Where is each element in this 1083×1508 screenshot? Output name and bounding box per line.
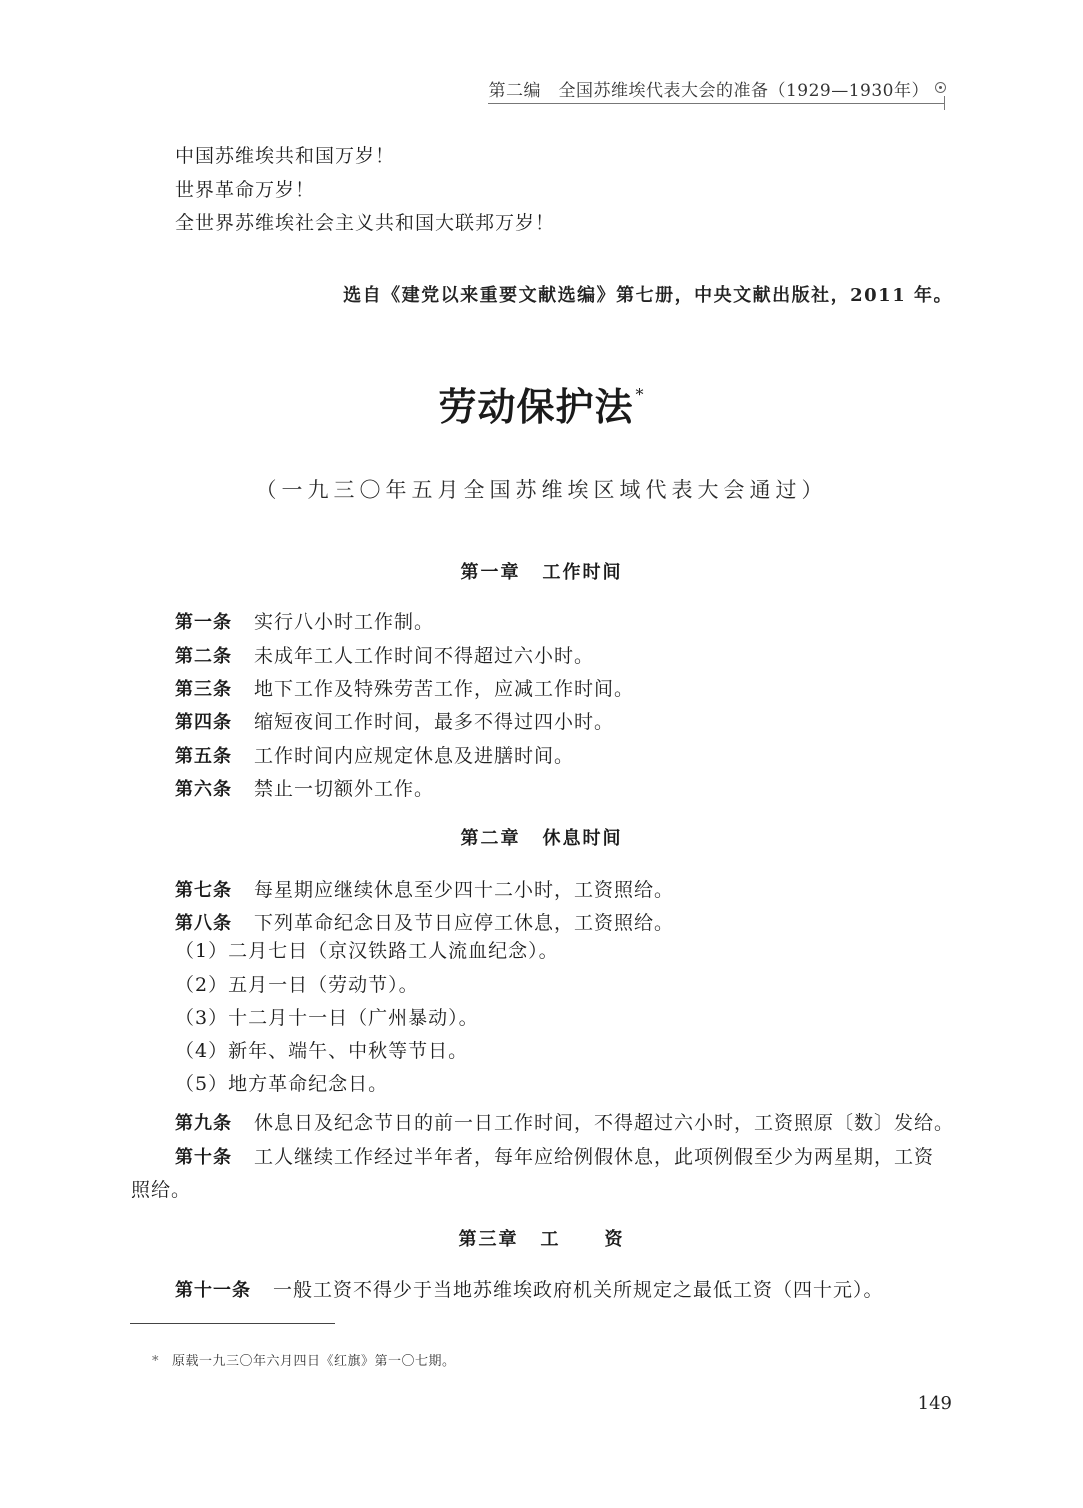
footnote-mark: *: [152, 1354, 159, 1369]
article-label: 第十一条: [175, 1280, 251, 1301]
article: [175, 741, 574, 768]
header-bullet-icon: [935, 82, 946, 93]
footnote-text: 原载一九三〇年六月四日《红旗》第一〇七期。: [172, 1354, 456, 1369]
article: [175, 1275, 884, 1302]
article: [175, 774, 434, 801]
article-label: 第九条: [175, 1113, 232, 1134]
article: [175, 641, 594, 668]
chapter-label: 第三章: [458, 1229, 519, 1250]
article-text: 下列革命纪念日及节日应停工休息，工资照给。: [254, 912, 675, 934]
holiday-item: （1）二月七日（京汉铁路工人流血纪念）。: [175, 940, 559, 962]
article: [175, 674, 634, 701]
article-continuation: 照给。: [131, 1179, 192, 1201]
article: [175, 908, 674, 935]
footnote-rule: [130, 1323, 335, 1324]
holiday-item: （4）新年、端午、中秋等节日。: [175, 1040, 469, 1062]
article-text: 工作时间内应规定休息及进膳时间。: [254, 745, 575, 767]
article-text: 工人继续工作经过半年者，每年应给例假休息，此项例假至少为两星期，工资: [254, 1146, 935, 1168]
slogan-line: 全世界苏维埃社会主义共和国大联邦万岁！: [175, 212, 556, 234]
law-title: [0, 376, 1083, 431]
article: [175, 707, 614, 734]
article-text: 实行八小时工作制。: [254, 611, 435, 633]
article: [175, 1142, 934, 1169]
article: [175, 607, 434, 634]
header-rule: [488, 103, 944, 104]
article-label: 第五条: [175, 746, 232, 767]
holiday-item: （3）十二月十一日（广州暴动）。: [175, 1007, 479, 1029]
article-label: 第一条: [175, 612, 232, 633]
chapter-heading: [0, 824, 1083, 850]
article: [175, 1108, 954, 1135]
chapter-name: 工作时间: [542, 562, 623, 583]
chapter-name: 工: [540, 1229, 561, 1250]
header-vertical-rule: [944, 96, 945, 110]
article-label: 第二条: [175, 646, 232, 667]
title-footnote-mark: *: [635, 385, 645, 404]
chapter-heading: [0, 558, 1083, 584]
law-subtitle: （一九三〇年五月全国苏维埃区域代表大会通过）: [255, 478, 828, 502]
article-label: 第十条: [175, 1147, 232, 1168]
article: [175, 875, 674, 902]
article-label: 第六条: [175, 779, 232, 800]
holiday-item: （5）地方革命纪念日。: [175, 1073, 389, 1095]
article-text: 缩短夜间工作时间，最多不得过四小时。: [254, 711, 615, 733]
chapter-heading: [0, 1225, 1083, 1251]
article-text: 休息日及纪念节日的前一日工作时间，不得超过六小时，工资照原〔数〕发给。: [254, 1112, 955, 1134]
chapter-label: 第二章: [460, 828, 521, 849]
article-text: 一般工资不得少于当地苏维埃政府机关所规定之最低工资（四十元）。: [273, 1279, 884, 1301]
holiday-item: （2）五月一日（劳动节）。: [175, 974, 419, 996]
article-label: 第八条: [175, 913, 232, 934]
slogan-line: 中国苏维埃共和国万岁！: [175, 145, 396, 167]
article-text: 地下工作及特殊劳苦工作，应减工作时间。: [254, 678, 635, 700]
running-header: 第二编 全国苏维埃代表大会的准备（1929—1930年）: [488, 81, 929, 101]
article-label: 第三条: [175, 679, 232, 700]
footnote: [152, 1350, 456, 1369]
law-title-text: 劳动保护法: [438, 384, 634, 429]
article-text: 每星期应继续休息至少四十二小时，工资照给。: [254, 879, 675, 901]
page-number: 149: [917, 1393, 952, 1414]
article-label: 第七条: [175, 880, 232, 901]
article-text: 未成年工人工作时间不得超过六小时。: [254, 645, 595, 667]
article-text: 禁止一切额外工作。: [254, 778, 435, 800]
chapter-name: 休息时间: [542, 828, 623, 849]
chapter-label: 第一章: [460, 562, 521, 583]
slogan-line: 世界革命万岁！: [175, 179, 316, 201]
source-note: 选自《建党以来重要文献选编》第七册，中央文献出版社，2011 年。: [343, 285, 953, 306]
chapter-name: 资: [604, 1229, 625, 1250]
article-label: 第四条: [175, 712, 232, 733]
